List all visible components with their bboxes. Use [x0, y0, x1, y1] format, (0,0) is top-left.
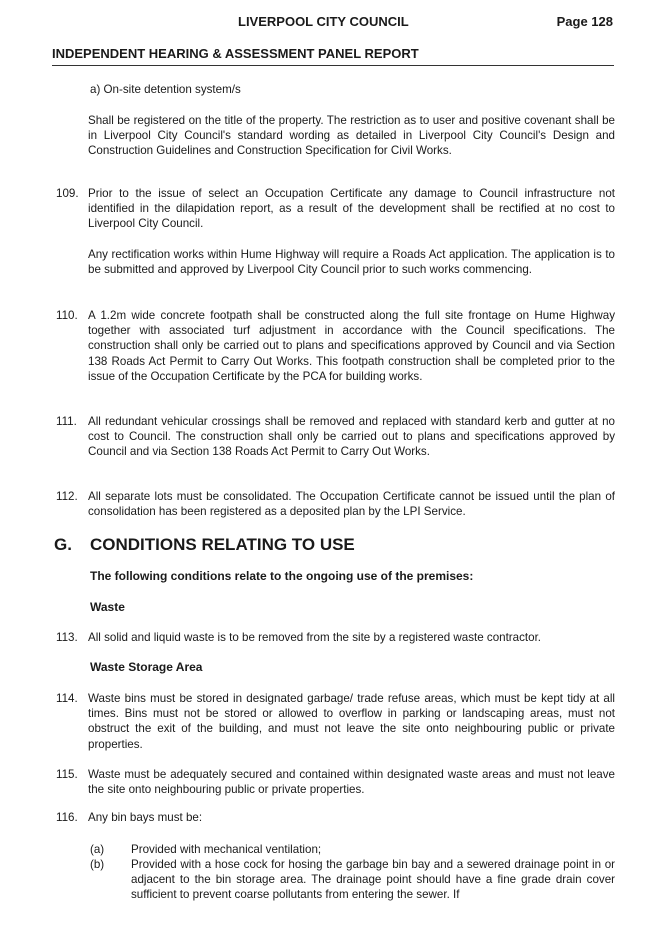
condition-number: 112.: [56, 490, 78, 503]
sub-item-letter: (b): [90, 858, 105, 871]
waste-heading: Waste: [90, 600, 125, 614]
waste-storage-heading: Waste Storage Area: [90, 660, 203, 674]
condition-number: 113.: [56, 631, 78, 644]
item-a-label: a) On-site detention system/s: [90, 83, 241, 96]
sub-item-text: Provided with mechanical ventilation;: [131, 843, 322, 856]
council-name: LIVERPOOL CITY COUNCIL: [238, 14, 409, 29]
condition-text: A 1.2m wide concrete footpath shall be constructed along the full site frontage on Hume Highway together with associated turf adjustment in accordance with the Council specifications. The construction shall only be carried out to plans and specifications approved by Council and via Section 138 Roads Act Permit to Carry Out Works. This footpath construction shall be completed prior to the issue of the Occupation Certificate by the PCA for building works.: [88, 309, 615, 383]
header-divider: [52, 65, 614, 66]
sub-item-text: Provided with a hose cock for hosing the garbage bin bay and a sewered drainage point in or adjacent to the bin storage area. The drainage point should have a fine grade drain cover sufficient to prevent coarse pollutants from entering the sewer. If: [131, 858, 615, 902]
condition-number: 114.: [56, 692, 78, 705]
condition-text: All separate lots must be consolidated. The Occupation Certificate cannot be issued until the plan of consolidation has been registered as a deposited plan by the LPI Service.: [88, 490, 615, 519]
condition-text: All solid and liquid waste is to be removed from the site by a registered waste contractor.: [88, 631, 542, 644]
condition-text: Any bin bays must be:: [88, 811, 203, 824]
condition-number: 110.: [56, 309, 78, 322]
section-title: CONDITIONS RELATING TO USE: [90, 535, 355, 554]
condition-number: 111.: [56, 415, 77, 428]
page-number: Page 128: [556, 14, 613, 29]
condition-number: 116.: [56, 811, 78, 824]
condition-number: 109.: [56, 187, 79, 200]
condition-text: All redundant vehicular crossings shall be removed and replaced with standard kerb and gutter at no cost to Council. The construction shall only be carried out to plans and specifications approved by Council and via Section 138 Roads Act Permit to Carry Out Works.: [88, 415, 615, 459]
condition-text: Waste must be adequately secured and contained within designated waste areas and must not leave the site onto neighbouring public or private properties.: [88, 768, 615, 797]
condition-text: Prior to the issue of select an Occupation Certificate any damage to Council infrastructure not identified in the dilapidation report, as a result of the development shall be rectified at no cost to Liverpool City Council.: [88, 187, 615, 231]
section-letter: G.: [54, 535, 72, 554]
condition-number: 115.: [56, 768, 78, 781]
section-intro: The following conditions relate to the ongoing use of the premises:: [90, 569, 474, 583]
sub-item-letter: (a): [90, 843, 105, 856]
report-title: INDEPENDENT HEARING & ASSESSMENT PANEL REPORT: [52, 46, 419, 61]
condition-text: Any rectification works within Hume Highway will require a Roads Act application. The application is to be submitted and approved by Liverpool City Council prior to such works commencing.: [88, 248, 615, 277]
intro-paragraph: Shall be registered on the title of the property. The restriction as to user and positive covenant shall be in Liverpool City Council's standard wording as detailed in Liverpool City Council's Design and Construction Guidelines and Construction Specification for Civil Works.: [88, 114, 615, 158]
condition-text: Waste bins must be stored in designated garbage/ trade refuse areas, which must be kept tidy at all times. Bins must not be stored or allowed to overflow in parking or landscaping areas, must not obstruct the exit of the building, and must not leave the site onto neighbouring public or private properties.: [88, 692, 615, 751]
